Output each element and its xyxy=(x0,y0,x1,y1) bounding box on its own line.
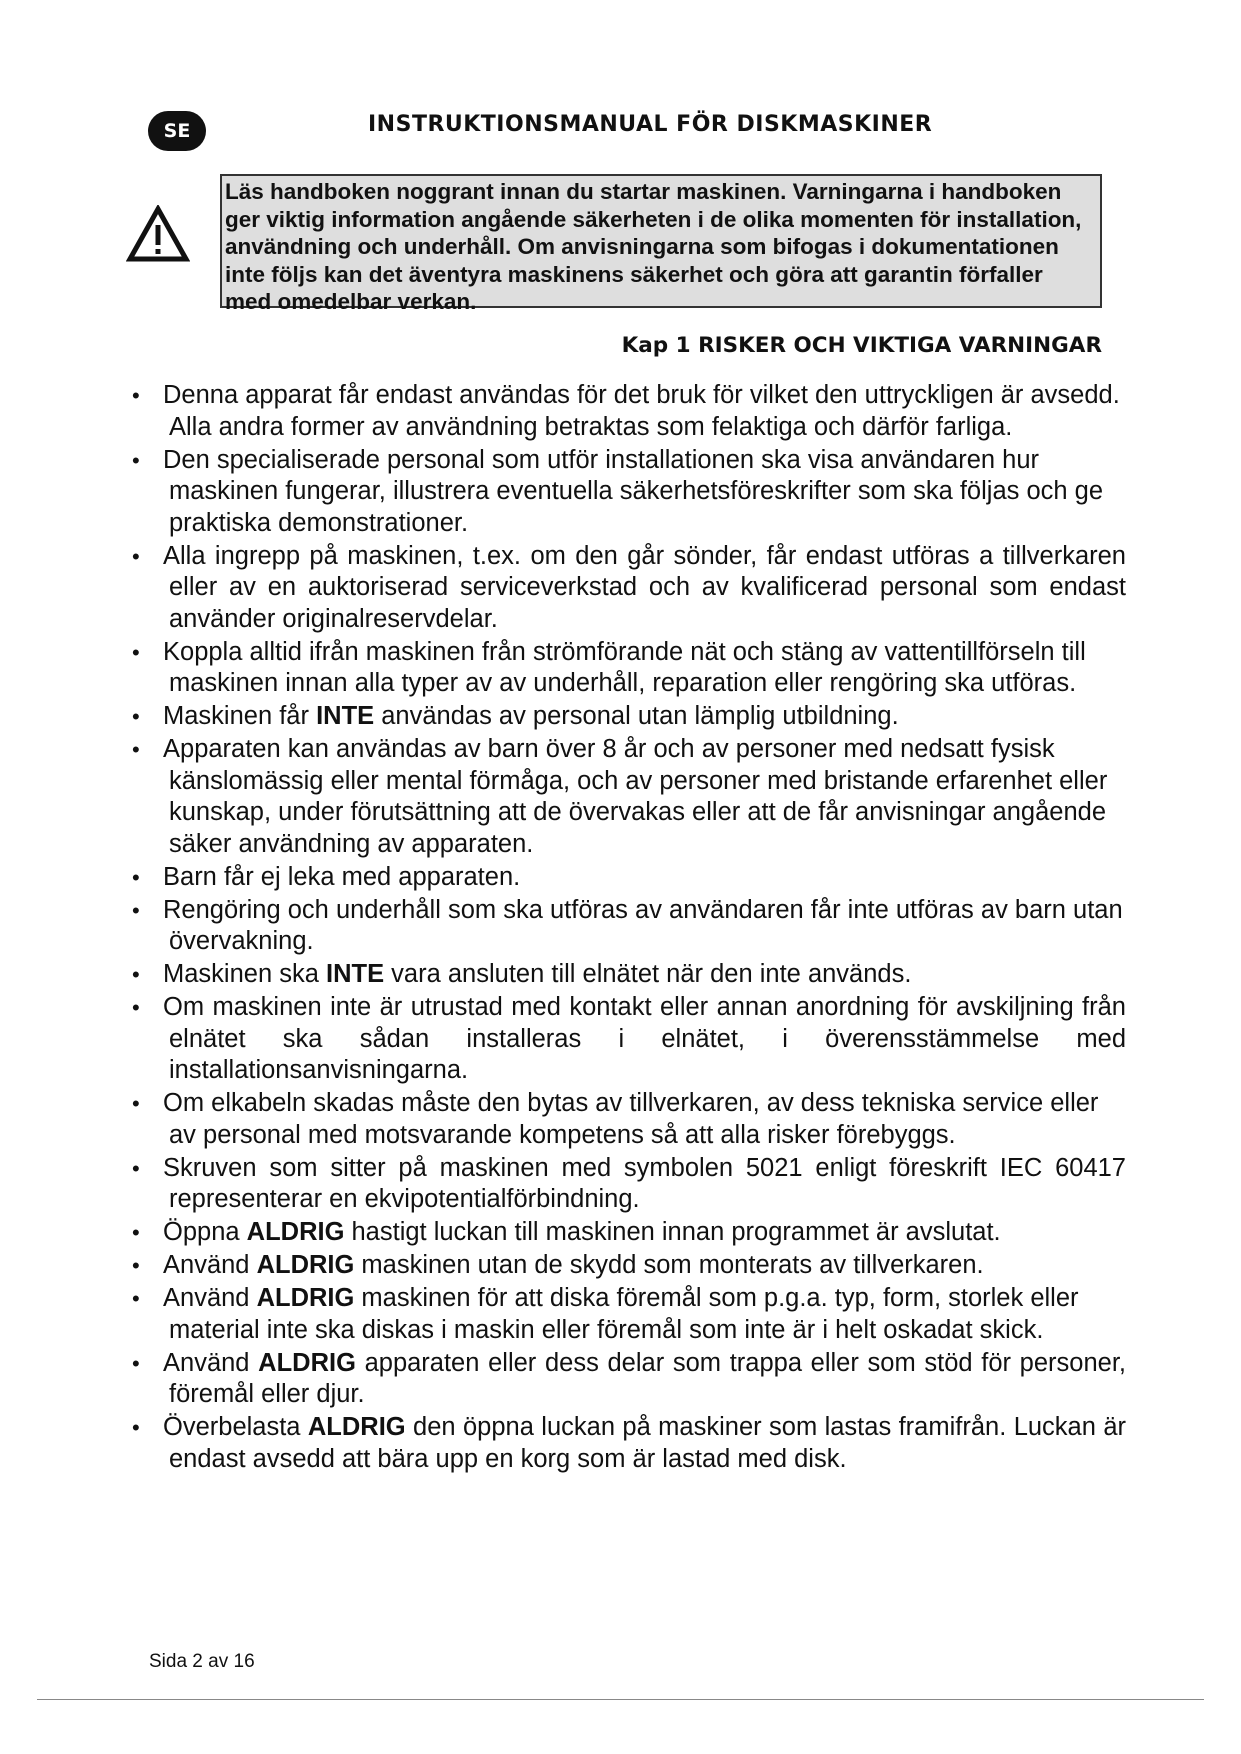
bullet-icon: • xyxy=(132,383,140,408)
list-item xyxy=(128,895,1126,958)
rule-emphasis: INTE xyxy=(326,960,385,988)
rule-text: Om maskinen inte är utrustad med kontakt eller annan anordning för avskiljning från elnätet ska sådan installeras i elnätet, i överensstämmelse med installationsanvisningarna. xyxy=(163,993,1126,1084)
list-item xyxy=(128,701,1126,733)
rule-text: Barn får ej leka med apparaten. xyxy=(163,862,521,891)
rule-text: Använd xyxy=(163,1348,259,1377)
rule-text: användas av personal utan lämplig utbildning. xyxy=(374,702,899,730)
rule-emphasis: ALDRIG xyxy=(256,1284,355,1312)
rule-text: Öppna xyxy=(163,1218,247,1246)
list-item xyxy=(128,1348,1126,1411)
rule-text: apparaten eller dess delar som trappa eller som stöd för personer, föremål eller djur. xyxy=(169,1348,1126,1408)
list-item xyxy=(128,1250,1126,1282)
rule-text: Använd xyxy=(163,1251,257,1279)
rule-text: Apparaten kan användas av barn över 8 år och av personer med nedsatt fysisk känslomässig eller mental förmåga, och av personer med bristande erfarenhet eller kunskap, under förutsättning att de övervakas eller att de får anvisningar angående säker användning av apparaten. xyxy=(163,735,1108,858)
rule-emphasis: ALDRIG xyxy=(246,1218,345,1246)
list-item xyxy=(128,445,1126,540)
bullet-icon: • xyxy=(132,543,140,569)
list-item xyxy=(128,1283,1126,1346)
rule-text: Skruven som sitter på maskinen med symbolen 5021 enligt föreskrift IEC 60417 representerar en ekvipotentialförbindning. xyxy=(163,1153,1126,1213)
rule-text: maskinen utan de skydd som monterats av tillverkaren. xyxy=(354,1251,984,1279)
warning-notice-box xyxy=(220,174,1102,314)
bullet-icon: • xyxy=(132,995,140,1020)
rule-text: maskinen för att diska föremål som p.g.a. typ, form, storlek eller material inte ska diskas i maskin eller föremål som inte är i helt oskadat skick. xyxy=(169,1284,1079,1344)
bullet-icon: • xyxy=(132,962,140,987)
bullet-icon: • xyxy=(132,447,140,473)
bullet-icon: • xyxy=(132,1253,140,1278)
language-badge: SE xyxy=(148,111,206,151)
page-number: Sida 2 av 16 xyxy=(149,1651,255,1672)
bullet-icon: • xyxy=(132,1220,140,1245)
rule-text: vara ansluten till elnätet när den inte används. xyxy=(384,960,912,988)
bullet-icon: • xyxy=(132,737,140,762)
rule-text: Om elkabeln skadas måste den bytas av tillverkaren, av dess tekniska service eller av personal med motsvarande kompetens så att alla risker förebyggs. xyxy=(163,1089,1099,1149)
bullet-icon: • xyxy=(132,1350,140,1376)
list-item xyxy=(128,1088,1126,1151)
rule-emphasis: INTE xyxy=(316,702,375,730)
bullet-icon: • xyxy=(132,1091,140,1116)
rule-emphasis: ALDRIG xyxy=(256,1251,355,1279)
rule-text: Alla ingrepp på maskinen, t.ex. om den går sönder, får endast utföras a tillverkaren eller av en auktoriserad serviceverkstad och av kvalificerad personal som endast använder originalreservdelar. xyxy=(163,541,1126,633)
warning-triangle-icon xyxy=(126,205,190,263)
rule-text: Använd xyxy=(163,1284,257,1312)
warning-notice-text: Läs handboken noggrant innan du startar maskinen. Varningarna i handboken ger viktig information angående säkerheten i de olika momenten för installation, användning och underhåll. Om anvisningarna som bifogas i dokumentationen inte följs kan det äventyra maskinens säkerhet och göra att garantin förfaller med omedelbar verkan. xyxy=(225,179,1082,314)
list-item xyxy=(128,541,1126,636)
bullet-icon: • xyxy=(132,864,140,890)
rule-text: Maskinen ska xyxy=(163,960,326,988)
rule-text: Rengöring och underhåll som ska utföras av användaren får inte utföras av barn utan övervakning. xyxy=(163,895,1123,955)
chapter-heading: Kap 1 RISKER OCH VIKTIGA VARNINGAR xyxy=(621,333,1102,358)
rule-text: den öppna luckan på maskiner som lastas framifrån. Luckan är endast avsedd att bära upp en korg som är lastad med disk. xyxy=(169,1413,1126,1473)
rule-text: Överbelasta xyxy=(163,1413,308,1441)
list-item xyxy=(128,734,1126,860)
list-item xyxy=(128,1412,1126,1475)
rule-text: Maskinen får xyxy=(163,702,317,730)
safety-rules-list xyxy=(128,380,1126,1477)
list-item xyxy=(128,959,1126,991)
list-item xyxy=(128,1217,1126,1249)
footer-divider xyxy=(37,1699,1204,1700)
list-item xyxy=(128,1153,1126,1216)
bullet-icon: • xyxy=(132,897,140,923)
bullet-icon: • xyxy=(132,1415,140,1440)
bullet-icon: • xyxy=(132,1286,140,1311)
rule-text: Koppla alltid ifrån maskinen från strömförande nät och stäng av vattentillförseln till maskinen innan alla typer av av underhåll, reparation eller rengöring ska utföras. xyxy=(163,637,1086,697)
list-item xyxy=(128,862,1126,894)
document-title: INSTRUKTIONSMANUAL FÖR DISKMASKINER xyxy=(368,112,933,137)
list-item xyxy=(128,380,1126,443)
bullet-icon: • xyxy=(132,704,140,729)
bullet-icon: • xyxy=(132,639,140,665)
rule-text: Den specialiserade personal som utför installationen ska visa användaren hur maskinen fungerar, illustrera eventuella säkerhetsföreskrifter som ska följas och ge praktiska demonstrationer. xyxy=(163,445,1104,537)
list-item xyxy=(128,637,1126,700)
bullet-icon: • xyxy=(132,1155,140,1181)
rule-emphasis: ALDRIG xyxy=(307,1413,406,1441)
list-item xyxy=(128,992,1126,1087)
rule-emphasis: ALDRIG xyxy=(258,1348,356,1377)
rule-text: Denna apparat får endast användas för det bruk för vilket den uttryckligen är avsedd. Alla andra former av användning betraktas som felaktiga och därför farliga. xyxy=(163,381,1120,441)
rule-text: hastigt luckan till maskinen innan programmet är avslutat. xyxy=(344,1218,1001,1246)
